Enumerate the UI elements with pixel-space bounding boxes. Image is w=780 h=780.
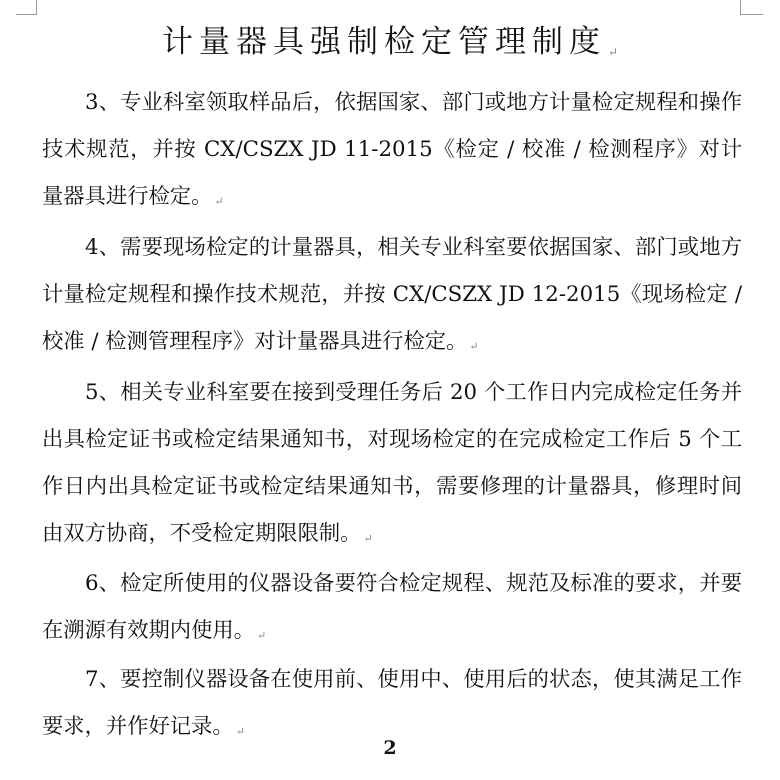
crop-mark-top-right (740, 0, 741, 15)
document-title (0, 20, 780, 74)
paragraph-text: 6、检定所使用的仪器设备要符合检定规程、规范及标准的要求，并要在溯源有效期内使用。 (42, 571, 742, 643)
paragraph-mark-icon: ↵ (469, 340, 479, 353)
paragraph-mark-icon: ↵ (256, 629, 267, 642)
paragraph-4 (42, 224, 742, 370)
paragraph-mark-icon: ↵ (607, 45, 619, 59)
paragraph-text: 4、需要现场检定的计量器具，相关专业科室要依据国家、部门或地方计量检定规程和操作技术规范，并按 CX/CSZX JD 12-2015《现场检定 / 校准 / 检测管理程序》对计量器具进行检定。 (42, 235, 742, 354)
paragraph-text: 3、专业科室领取样品后，依据国家、部门或地方计量检定规程和操作技术规范，并按 CX/CSZX JD 11-2015《检定 / 校准 / 检测程序》对计量器具进行检定。 (42, 90, 742, 209)
paragraph-mark-icon: ↵ (214, 195, 224, 208)
page-number: 2 (383, 737, 397, 759)
paragraph-text: 7、要控制仪器设备在使用前、使用中、使用后的状态，使其满足工作要求，并作好记录。 (42, 667, 742, 739)
paragraph-3 (42, 79, 742, 225)
crop-mark-top-left (36, 0, 37, 15)
paragraph-mark-icon: ↵ (235, 725, 245, 738)
paragraph-6 (42, 560, 742, 659)
paragraph-5 (42, 369, 742, 562)
paragraph-text: 5、相关专业科室要在接到受理任务后 20 个工作日内完成检定任务并出具检定证书或检定结果通知书，对现场检定的在完成检定工作后 5 个工作日内出具检定证书或检定结果通知书，需要修理的计量器具，修理时间由双方协商，不受检定期限限制。 (42, 380, 742, 546)
paragraph-mark-icon: ↵ (363, 532, 373, 545)
document-title-text: 计量器具强制检定管理制度 (161, 24, 606, 60)
